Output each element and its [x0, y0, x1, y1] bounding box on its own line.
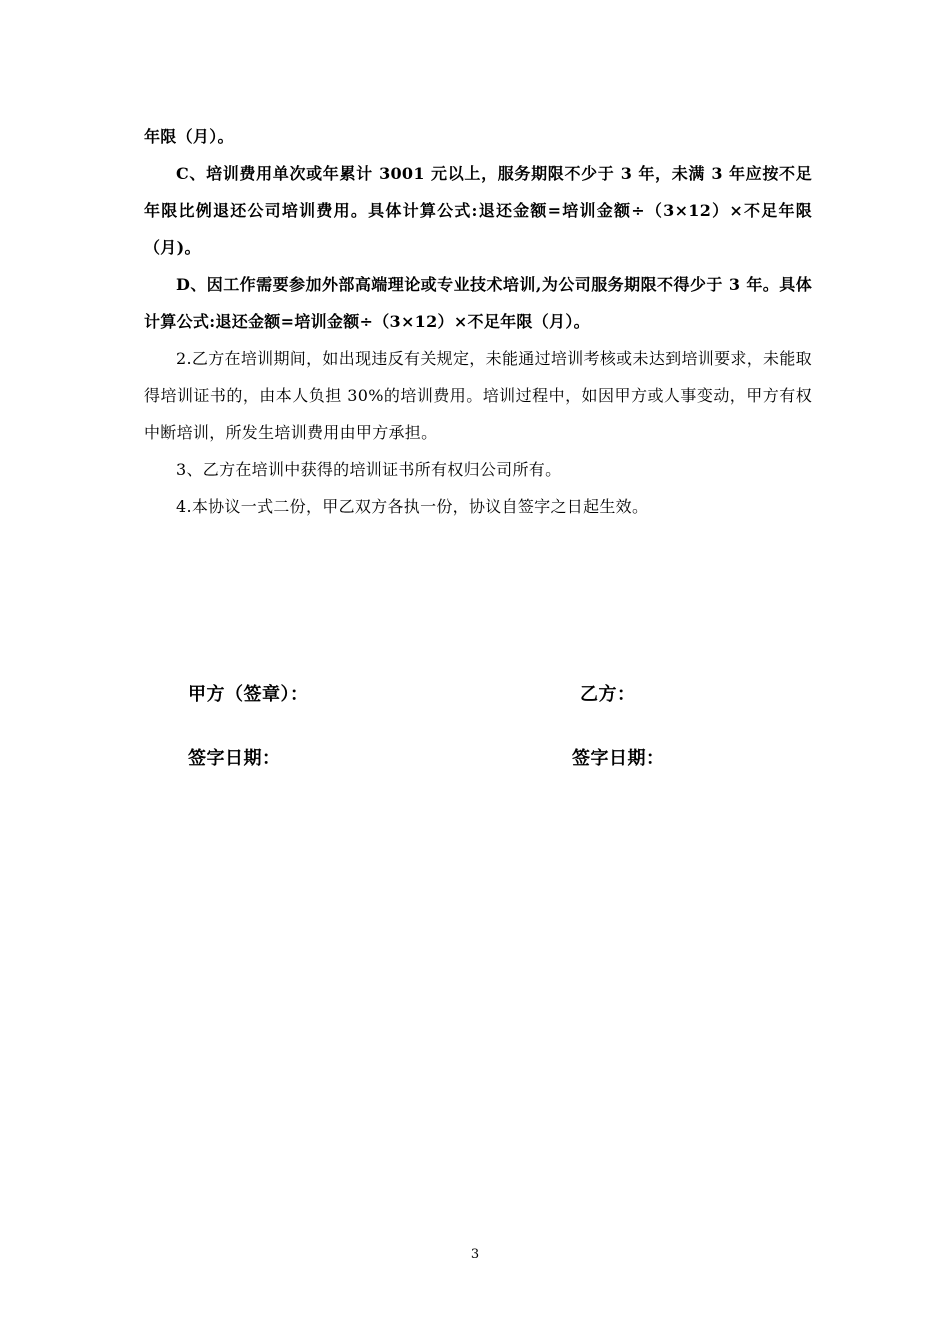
paragraph-item-4: 4.本协议一式二份，甲乙双方各执一份，协议自签字之日起生效。 — [176, 497, 649, 516]
paragraph-item-3: 3、乙方在培训中获得的培训证书所有权归公司所有。 — [176, 460, 562, 479]
paragraph-clause-d: D、因工作需要参加外部高端理论或专业技术培训,为公司服务期限不得少于 3 年。具体计算公式:退还金额=培训金额÷（3×12）×不足年限（月）。 — [144, 275, 812, 331]
paragraph-clause-c: C、培训费用单次或年累计 3001 元以上，服务期限不少于 3 年，未满 3 年应按不足年限比例退还公司培训费用。具体计算公式:退还金额=培训金额÷（3×12）×不足年限（月)。 — [144, 164, 812, 257]
party-b-signature-label: 乙方： — [580, 684, 636, 705]
agreement-body — [144, 118, 812, 525]
party-a-signature-label: 甲方（签章）： — [188, 684, 309, 705]
paragraph-item-2: 2.乙方在培训期间，如出现违反有关规定，未能通过培训考核或未达到培训要求，未能取得培训证书的，由本人负担 30%的培训费用。培训过程中，如因甲方或人事变动，甲方有权中断培训，所发生培训费用由甲方承担。 — [144, 349, 812, 442]
party-b-date-label: 签字日期： — [572, 748, 665, 769]
paragraph-continuation: 年限（月）。 — [144, 127, 234, 146]
party-a-date-label: 签字日期： — [188, 748, 281, 769]
page-number: 3 — [470, 1247, 480, 1262]
